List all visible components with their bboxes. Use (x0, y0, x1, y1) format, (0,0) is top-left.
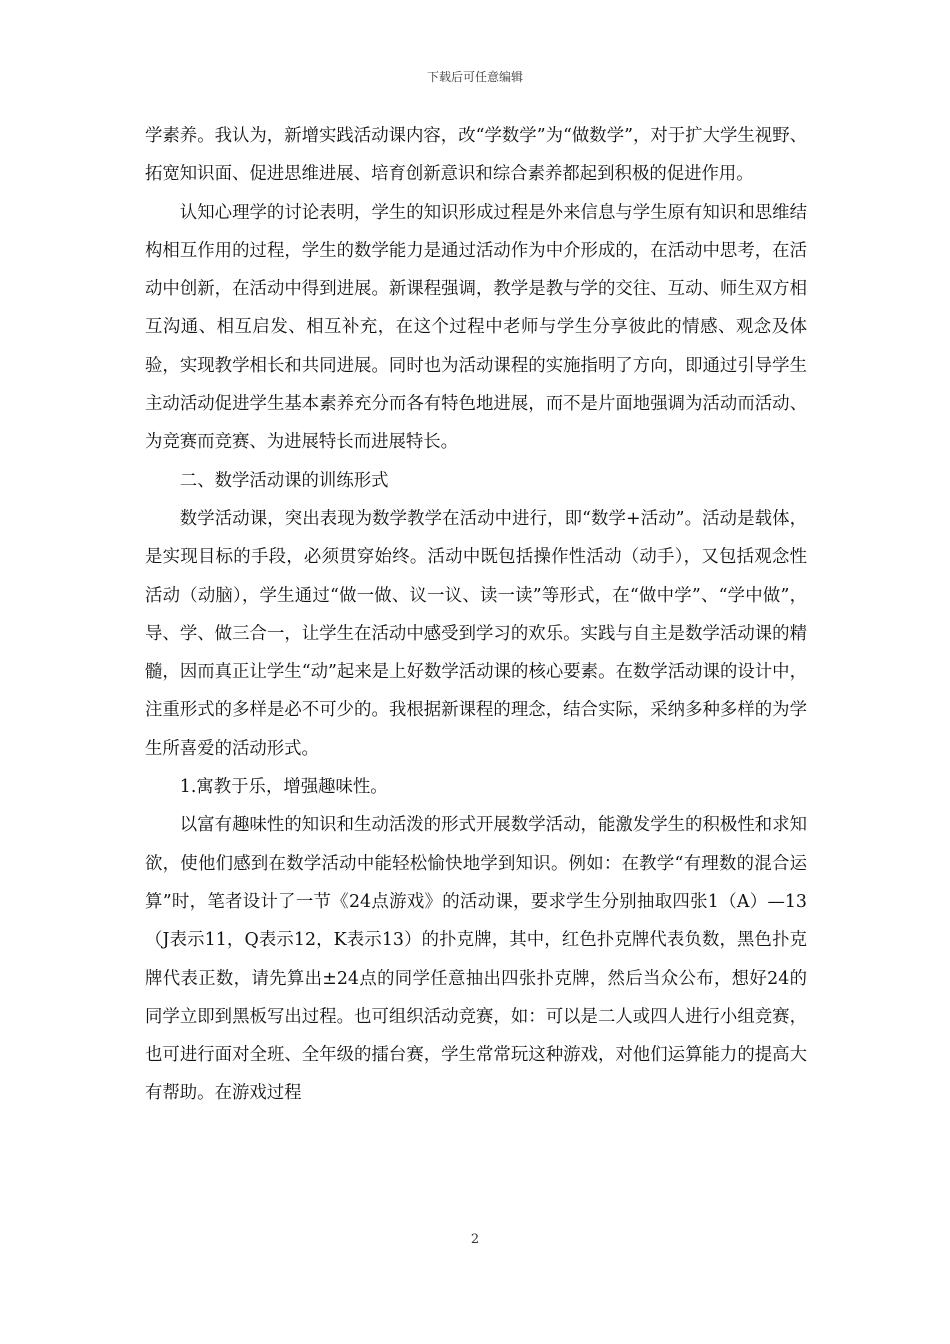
paragraph-continuation: 学素养。我认为，新增实践活动课内容，改“学数学”为“做数学”，对于扩大学生视野、拓宽知识面、促进思维进展、培育创新意识和综合素养都起到积极的促进作用。 (145, 126, 807, 185)
paragraph-24-point-game: 以富有趣味性的知识和生动活泼的形式开展数学活动，能激发学生的积极性和求知欲，使他们感到在数学活动中能轻松愉快地学到知识。例如：在教学“有理数的混合运算”时，笔者设计了一节《24点游戏》的活动课，要求学生分别抽取四张1（A）—13（J表示11，Q表示12，K表示13）的扑克牌，其中，红色扑克牌代表负数，黑色扑克牌代表正数，请先算出±24点的同学任意抽出四张扑克牌，然后当众公布，想好24的同学立即到黑板写出过程。也可组织活动竞赛，如：可以是二人或四人进行小组竞赛，也可进行面对全班、全年级的擂台赛，学生常常玩这种游戏，对他们运算能力的提高大有帮助。在游戏过程 (145, 815, 807, 1104)
document-body (145, 117, 807, 1113)
page-number: 2 (470, 1232, 480, 1247)
paragraph-cognitive-psychology: 认知心理学的讨论表明，学生的知识形成过程是外来信息与学生原有知识和思维结构相互作用的过程，学生的数学能力是通过活动作为中介形成的，在活动中思考，在活动中创新，在活动中得到进展。新课程强调，教学是教与学的交往、互动、师生双方相互沟通、相互启发、相互补充，在这个过程中老师与学生分享彼此的情感、观念及体验，实现教学相长和共同进展。同时也为活动课程的实施指明了方向，即通过引导学生主动活动促进学生基本素养充分而各有特色地进展，而不是片面地强调为活动而活动、为竞赛而竞赛、为进展特长而进展特长。 (145, 202, 807, 453)
paragraph-math-activity: 数学活动课，突出表现为数学教学在活动中进行，即“数学+活动”。活动是载体，是实现目标的手段，必须贯穿始终。活动中既包括操作性活动（动手），又包括观念性活动（动脑），学生通过“做一做、议一议、读一读”等形式，在“做中学”、“学中做”，导、学、做三合一，让学生在活动中感受到学习的欢乐。实践与自主是数学活动课的精髓，因而真正让学生“动”起来是上好数学活动课的核心要素。在数学活动课的设计中，注重形式的多样是必不可少的。我根据新课程的理念，结合实际，采纳多种多样的为学生所喜爱的活动形式。 (145, 508, 807, 759)
section-heading-training-forms: 二、数学活动课的训练形式 (179, 470, 389, 491)
subsection-heading-fun: 1.寓教于乐，增强趣味性。 (179, 777, 388, 798)
page-header: 下载后可任意编辑 (426, 70, 523, 84)
